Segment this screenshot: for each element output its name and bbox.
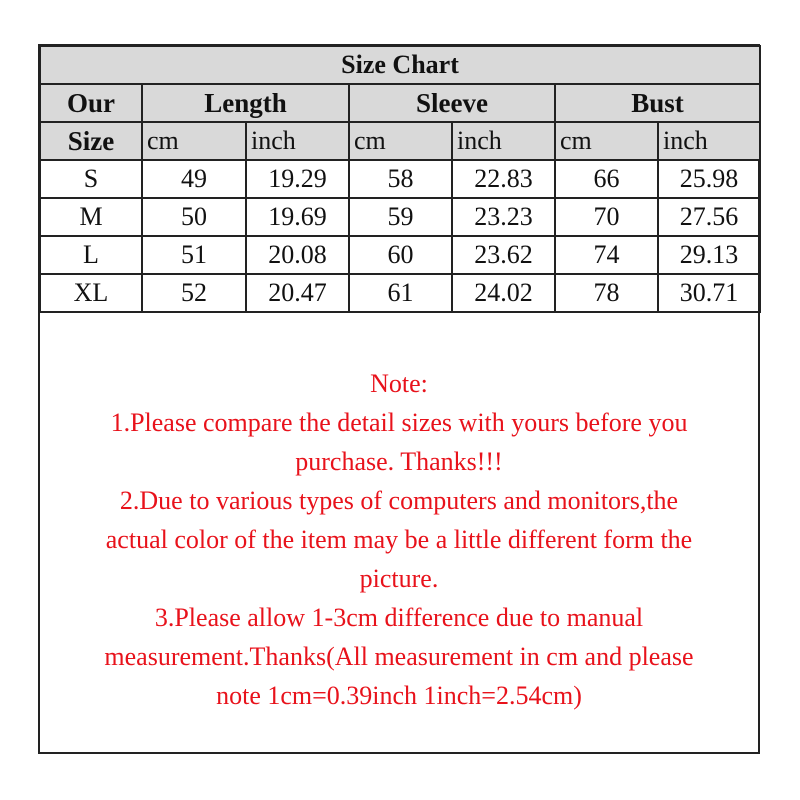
note-section <box>40 364 758 715</box>
note-heading: Note: <box>370 369 428 398</box>
measurement-cell: 70 <box>555 198 658 236</box>
measurement-cell: 20.08 <box>246 236 349 274</box>
size-cell: M <box>40 198 142 236</box>
measurement-cell: 19.69 <box>246 198 349 236</box>
unit-header: inch <box>658 122 760 160</box>
measurement-cell: 27.56 <box>658 198 760 236</box>
measurement-cell: 19.29 <box>246 160 349 198</box>
chart-title: Size Chart <box>40 46 760 84</box>
sleeve-header: Sleeve <box>349 84 555 122</box>
unit-header: cm <box>142 122 246 160</box>
measurement-cell: 50 <box>142 198 246 236</box>
table-row <box>40 274 760 312</box>
note-item: 1.Please compare the detail sizes with yours before you purchase. Thanks!!! <box>110 408 688 476</box>
measurement-cell: 78 <box>555 274 658 312</box>
measurement-cell: 23.62 <box>452 236 555 274</box>
measurement-cell: 66 <box>555 160 658 198</box>
length-header: Length <box>142 84 349 122</box>
note-item: 2.Due to various types of computers and monitors,the actual color of the item may be a little different form the picture. <box>105 486 693 593</box>
measurement-cell: 20.47 <box>246 274 349 312</box>
unit-header: inch <box>452 122 555 160</box>
measurement-cell: 24.02 <box>452 274 555 312</box>
measurement-cell: 22.83 <box>452 160 555 198</box>
measurement-cell: 49 <box>142 160 246 198</box>
measurement-cell: 52 <box>142 274 246 312</box>
size-header-top: Our <box>40 84 142 122</box>
table-row <box>40 198 760 236</box>
unit-header: cm <box>555 122 658 160</box>
measurement-cell: 60 <box>349 236 452 274</box>
unit-header: cm <box>349 122 452 160</box>
measurement-cell: 58 <box>349 160 452 198</box>
measurement-cell: 61 <box>349 274 452 312</box>
size-cell: XL <box>40 274 142 312</box>
size-chart <box>38 44 760 754</box>
size-header-bottom: Size <box>40 122 142 160</box>
measurement-cell: 30.71 <box>658 274 760 312</box>
table-row <box>40 236 760 274</box>
size-cell: S <box>40 160 142 198</box>
note-item: 3.Please allow 1-3cm difference due to manual measurement.Thanks(All measurement in cm and please note 1cm=0.39inch 1inch=2.54cm) <box>104 603 694 710</box>
measurement-cell: 29.13 <box>658 236 760 274</box>
bust-header: Bust <box>555 84 760 122</box>
measurement-cell: 25.98 <box>658 160 760 198</box>
table-row <box>40 160 760 198</box>
size-table <box>39 45 761 313</box>
measurement-cell: 74 <box>555 236 658 274</box>
measurement-cell: 51 <box>142 236 246 274</box>
measurement-cell: 59 <box>349 198 452 236</box>
measurement-cell: 23.23 <box>452 198 555 236</box>
size-cell: L <box>40 236 142 274</box>
unit-header: inch <box>246 122 349 160</box>
